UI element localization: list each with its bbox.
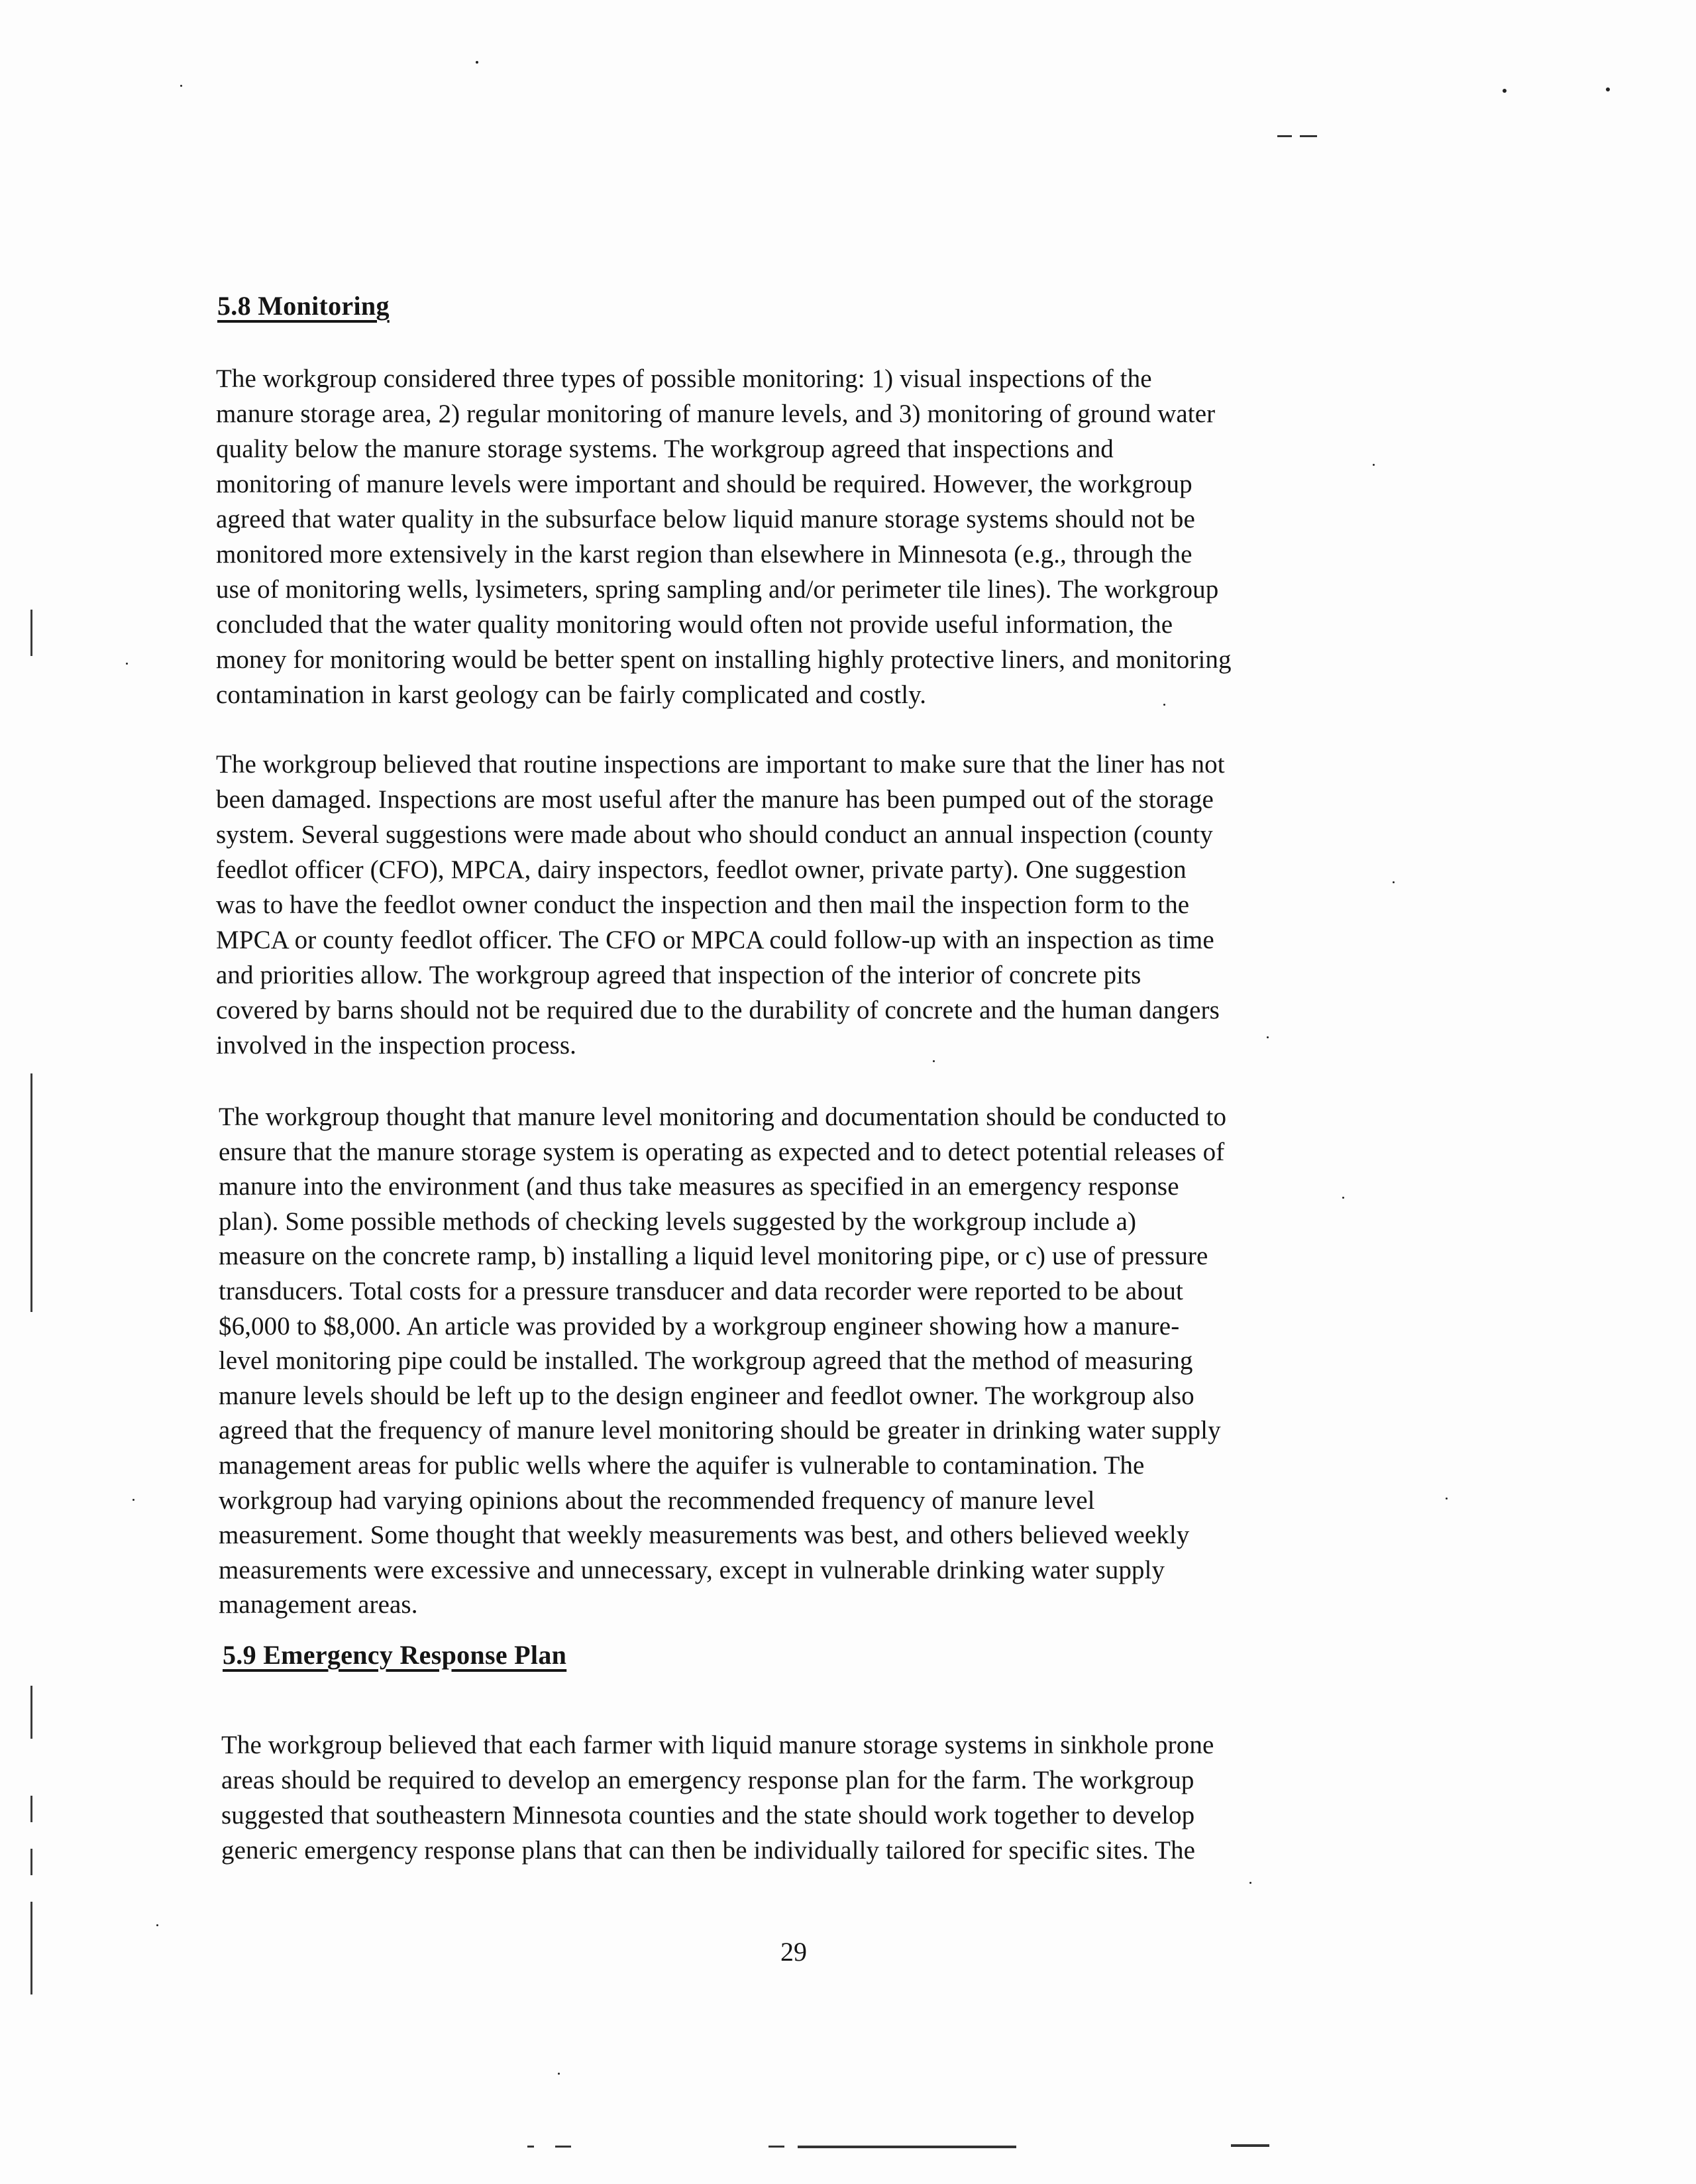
scan-speck: [1503, 89, 1507, 93]
text-line: agreed that water quality in the subsurface below liquid manure storage systems should not be: [216, 505, 1195, 533]
text-line: $6,000 to $8,000. An article was provided by a workgroup engineer showing how a manure-: [219, 1312, 1180, 1340]
text-line: and priorities allow. The workgroup agreed that inspection of the interior of concrete pits: [216, 961, 1141, 989]
scan-edge-mark: [30, 1073, 32, 1312]
section-heading-emergency-response-plan: 5.9 Emergency Response Plan: [223, 1640, 567, 1670]
text-line: quality below the manure storage systems. The workgroup agreed that inspections and: [216, 435, 1114, 463]
scan-edge-mark: [30, 610, 32, 656]
scan-edge-mark: [30, 1902, 32, 1994]
text-line: system. Several suggestions were made about who should conduct an annual inspection (county: [216, 820, 1213, 849]
text-line: use of monitoring wells, lysimeters, spring sampling and/or perimeter tile lines). The workgroup: [216, 575, 1219, 604]
page-number: 29: [780, 1937, 807, 1967]
scan-edge-mark: [30, 1796, 32, 1822]
scan-speck: [1249, 1882, 1251, 1884]
scan-dash: [1277, 135, 1292, 137]
text-line: ensure that the manure storage system is operating as expected and to detect potential releases of: [219, 1138, 1225, 1166]
section-heading-monitoring: 5.8 Monitoring: [217, 291, 390, 321]
text-line: involved in the inspection process.: [216, 1031, 576, 1060]
text-line: money for monitoring would be better spent on installing highly protective liners, and monitoring: [216, 645, 1232, 674]
scan-speck: [180, 85, 182, 87]
scan-bottom-mark: [527, 2146, 534, 2148]
scan-edge-mark: [30, 1686, 32, 1739]
text-line: generic emergency response plans that can then be individually tailored for specific sites. The: [221, 1836, 1196, 1865]
scan-bottom-mark: [768, 2146, 784, 2148]
text-line: was to have the feedlot owner conduct the inspection and then mail the inspection form to the: [216, 891, 1190, 919]
text-line: workgroup had varying opinions about the recommended frequency of manure level: [219, 1486, 1095, 1515]
scan-bottom-mark: [1231, 2144, 1269, 2147]
text-line: manure levels should be left up to the design engineer and feedlot owner. The workgroup also: [219, 1382, 1194, 1410]
scan-speck: [558, 2073, 560, 2075]
text-line: suggested that southeastern Minnesota counties and the state should work together to develop: [221, 1801, 1195, 1829]
text-line: transducers. Total costs for a pressure transducer and data recorder were reported to be about: [219, 1277, 1183, 1305]
scan-dash: [1300, 135, 1317, 137]
text-line: contamination in karst geology can be fairly complicated and costly.: [216, 681, 927, 709]
text-line: manure storage area, 2) regular monitoring of manure levels, and 3) monitoring of ground water: [216, 400, 1216, 428]
text-line: concluded that the water quality monitoring would often not provide useful information, the: [216, 610, 1173, 639]
scan-speck: [1446, 1498, 1448, 1500]
text-line: measurements were excessive and unnecessary, except in vulnerable drinking water supply: [219, 1556, 1165, 1584]
scan-speck: [156, 1924, 158, 1926]
scan-speck: [126, 663, 128, 665]
scan-speck: [476, 61, 478, 64]
text-line: management areas.: [219, 1590, 418, 1619]
text-line: The workgroup considered three types of possible monitoring: 1) visual inspections of the: [216, 364, 1152, 393]
scan-speck: [132, 1499, 134, 1501]
scan-speck: [1267, 1036, 1269, 1038]
text-line: feedlot officer (CFO), MPCA, dairy inspectors, feedlot owner, private party). One suggestion: [216, 855, 1187, 884]
text-line: monitoring of manure levels were important and should be required. However, the workgroup: [216, 470, 1192, 498]
text-line: areas should be required to develop an emergency response plan for the farm. The workgroup: [221, 1766, 1194, 1794]
scan-speck: [1342, 1197, 1344, 1199]
text-line: MPCA or county feedlot officer. The CFO or MPCA could follow-up with an inspection as time: [216, 926, 1214, 954]
scan-speck: [1393, 881, 1395, 883]
text-line: monitored more extensively in the karst region than elsewhere in Minnesota (e.g., through the: [216, 540, 1192, 569]
scan-bottom-mark: [798, 2146, 1016, 2148]
text-line: The workgroup believed that routine inspections are important to make sure that the liner has not: [216, 750, 1225, 779]
text-line: measurement. Some thought that weekly measurements was best, and others believed weekly: [219, 1521, 1190, 1549]
scan-speck: [1373, 464, 1375, 466]
text-line: measure on the concrete ramp, b) installing a liquid level monitoring pipe, or c) use of pressure: [219, 1242, 1208, 1270]
scan-speck: [1606, 87, 1610, 91]
text-line: manure into the environment (and thus take measures as specified in an emergency response: [219, 1172, 1179, 1201]
text-line: management areas for public wells where the aquifer is vulnerable to contamination. The: [219, 1451, 1145, 1480]
text-line: level monitoring pipe could be installed. The workgroup agreed that the method of measuring: [219, 1346, 1193, 1375]
text-line: The workgroup believed that each farmer with liquid manure storage systems in sinkhole prone: [221, 1731, 1214, 1759]
text-line: The workgroup thought that manure level monitoring and documentation should be conducted to: [219, 1103, 1227, 1131]
scan-speck: [1163, 704, 1165, 706]
scan-speck: [933, 1060, 935, 1062]
text-line: agreed that the frequency of manure level monitoring should be greater in drinking water supply: [219, 1416, 1221, 1445]
text-line: been damaged. Inspections are most useful after the manure has been pumped out of the storage: [216, 785, 1214, 814]
scan-edge-mark: [30, 1849, 32, 1875]
text-line: covered by barns should not be required due to the durability of concrete and the human dangers: [216, 996, 1220, 1024]
scan-bottom-mark: [555, 2146, 571, 2148]
text-line: plan). Some possible methods of checking levels suggested by the workgroup include a): [219, 1207, 1137, 1236]
